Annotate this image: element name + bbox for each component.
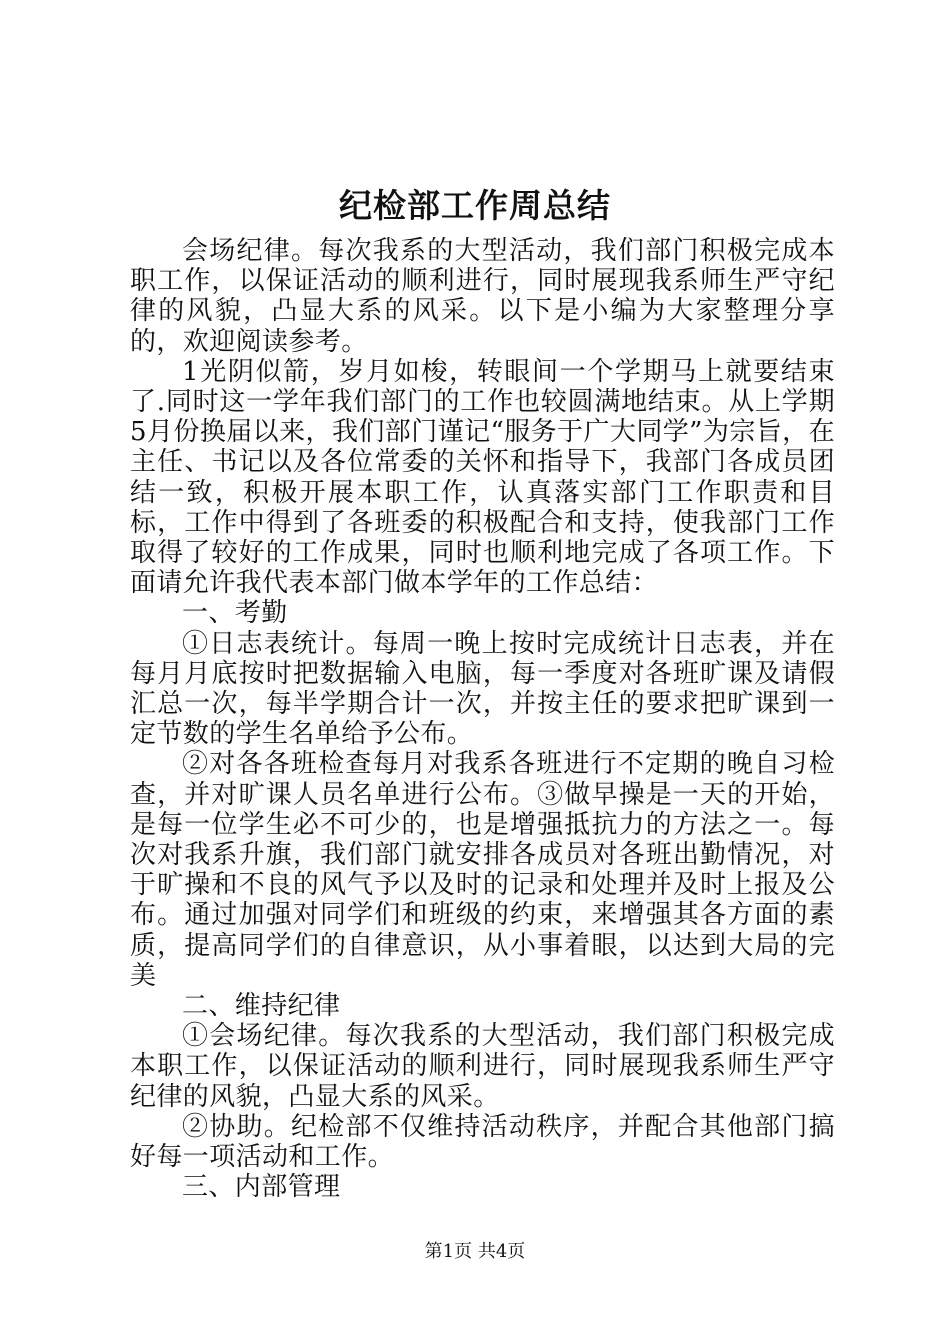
- section-heading-attendance: 一、考勤: [182, 598, 288, 629]
- section-heading-internal-management: 三、内部管理: [182, 1172, 341, 1203]
- paragraph-summary: 1光阴似箭，岁月如梭，转眼间一个学期马上就要结束了.同时这一学年我们部门的工作也较圆满地结束。从上学期5月份换届以来，我们部门谨记“服务于广大同学”为宗旨，在主任、书记以及各位常委的关怀和指导下，我部门各成员团结一致，积极开展本职工作，认真落实部门工作职责和目标，工作中得到了各班委的积极配合和支持，使我部门工作取得了较好的工作成果，同时也顺利地完成了各项工作。下面请允许我代表本部门做本学年的工作总结：: [130, 356, 835, 599]
- page-number-footer: 第1页 共4页: [424, 1241, 526, 1262]
- paragraph-log-statistics: ①日志表统计。每周一晚上按时完成统计日志表，并在每月月底按时把数据输入电脑，每一季度对各班旷课及请假汇总一次，每半学期合计一次，并按主任的要求把旷课到一定节数的学生名单给予公布。: [130, 628, 835, 750]
- paragraph-intro: 会场纪律。每次我系的大型活动，我们部门积极完成本职工作，以保证活动的顺利进行，同时展现我系师生严守纪律的风貌，凸显大系的风采。以下是小编为大家整理分享的，欢迎阅读参考。: [130, 236, 835, 357]
- paragraph-venue-discipline: ①会场纪律。每次我系的大型活动，我们部门积极完成本职工作，以保证活动的顺利进行，同时展现我系师生严守纪律的风貌，凸显大系的风采。: [130, 1021, 835, 1112]
- section-heading-discipline: 二、维持纪律: [182, 991, 341, 1022]
- paragraph-assistance: ②协助。纪检部不仅维持活动秩序，并配合其他部门搞好每一项活动和工作。: [130, 1111, 835, 1173]
- paragraph-class-inspection: ②对各各班检查每月对我系各班进行不定期的晚自习检查，并对旷课人员名单进行公布。③做早操是一天的开始，是每一位学生必不可少的，也是增强抵抗力的方法之一。每次对我系升旗，我们部门就安排各成员对各班出勤情况，对于旷操和不良的风气予以及时的记录和处理并及时上报及公布。通过加强对同学们和班级的约束，来增强其各方面的素质，提高同学们的自律意识，从小事着眼，以达到大局的完美: [130, 749, 835, 991]
- document-body: [130, 236, 835, 1203]
- document-title: 纪检部工作周总结: [339, 186, 611, 225]
